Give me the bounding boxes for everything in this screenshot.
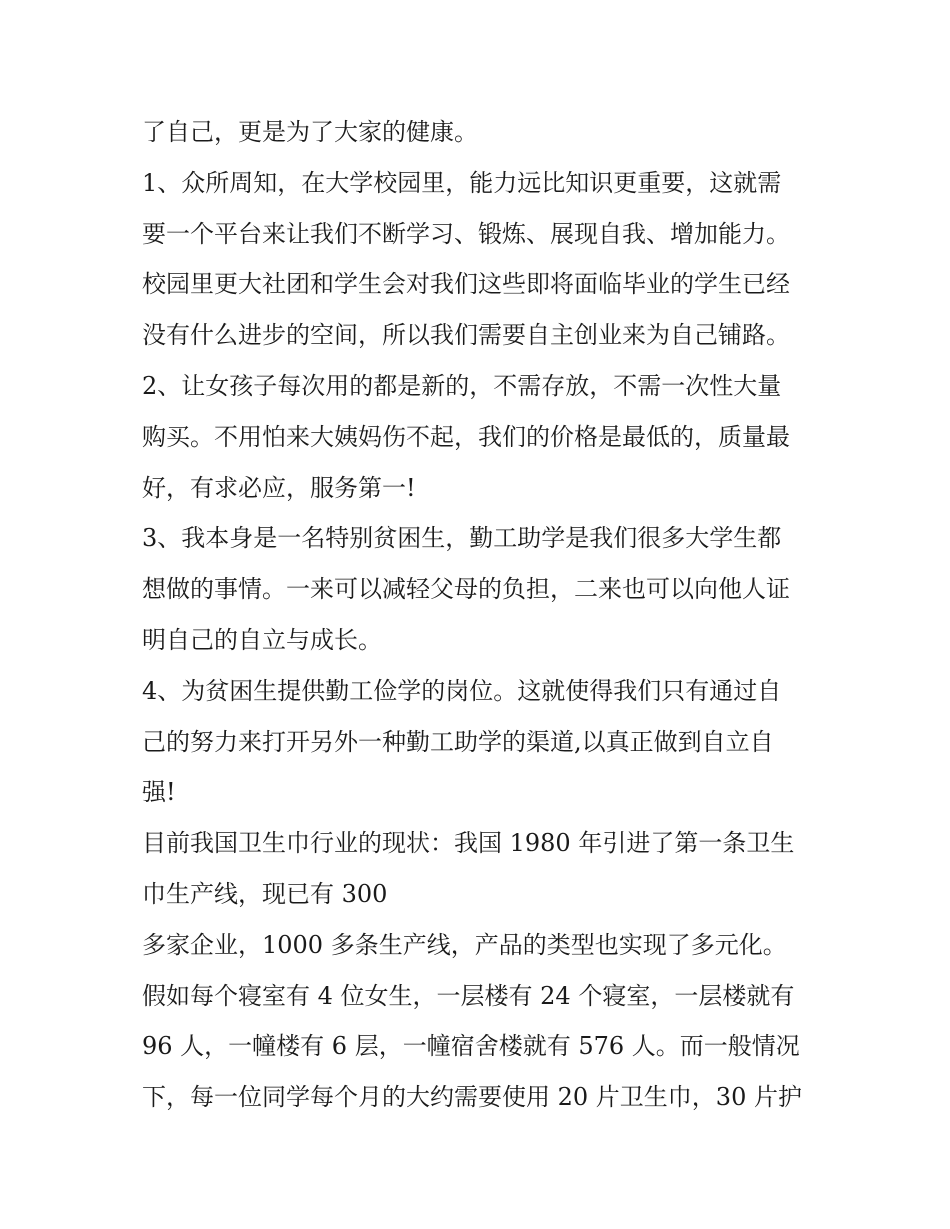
text-line: 1、众所周知，在大学校园里，能力远比知识更重要，这就需 <box>142 168 782 197</box>
text-line: 2、让女孩子每次用的都是新的，不需存放，不需一次性大量 <box>142 371 782 400</box>
text-line: 想做的事情。一来可以减轻父母的负担，二来也可以向他人证 <box>142 575 790 604</box>
text-line: 校园里更大社团和学生会对我们这些即将面临毕业的学生已经 <box>142 270 790 299</box>
text-line: 96 人，一幢楼有 6 层，一幢宿舍楼就有 576 人。而一般情况 <box>142 1032 800 1061</box>
text-line: 假如每个寝室有 4 位女生，一层楼有 24 个寝室，一层楼就有 <box>142 981 795 1010</box>
text-line: 目前我国卫生巾行业的现状：我国 1980 年引进了第一条卫生 <box>142 829 795 858</box>
text-line: 了自己，更是为了大家的健康。 <box>142 118 478 146</box>
document-body <box>142 107 832 1123</box>
text-line: 多家企业，1000 多条生产线，产品的类型也实现了多元化。 <box>142 930 787 959</box>
text-line: 没有什么进步的空间，所以我们需要自主创业来为自己铺路。 <box>142 321 790 350</box>
text-line: 购买。不用怕来大姨妈伤不起，我们的价格是最低的，质量最 <box>142 422 790 451</box>
text-line: 己的努力来打开另外一种勤工助学的渠道,以真正做到自立自 <box>142 727 774 756</box>
text-line: 3、我本身是一名特别贫困生，勤工助学是我们很多大学生都 <box>142 524 782 553</box>
text-line: 明自己的自立与成长。 <box>142 625 382 654</box>
text-line: 4、为贫困生提供勤工俭学的岗位。这就使得我们只有通过自 <box>142 676 782 705</box>
text-line: 下，每一位同学每个月的大约需要使用 20 片卫生巾，30 片护 <box>142 1083 802 1112</box>
text-line: 强! <box>142 778 176 807</box>
text-line: 巾生产线，现已有 300 <box>142 879 388 908</box>
text-line: 要一个平台来让我们不断学习、锻炼、展现自我、增加能力。 <box>142 219 790 248</box>
text-line: 好，有求必应，服务第一! <box>142 473 416 502</box>
